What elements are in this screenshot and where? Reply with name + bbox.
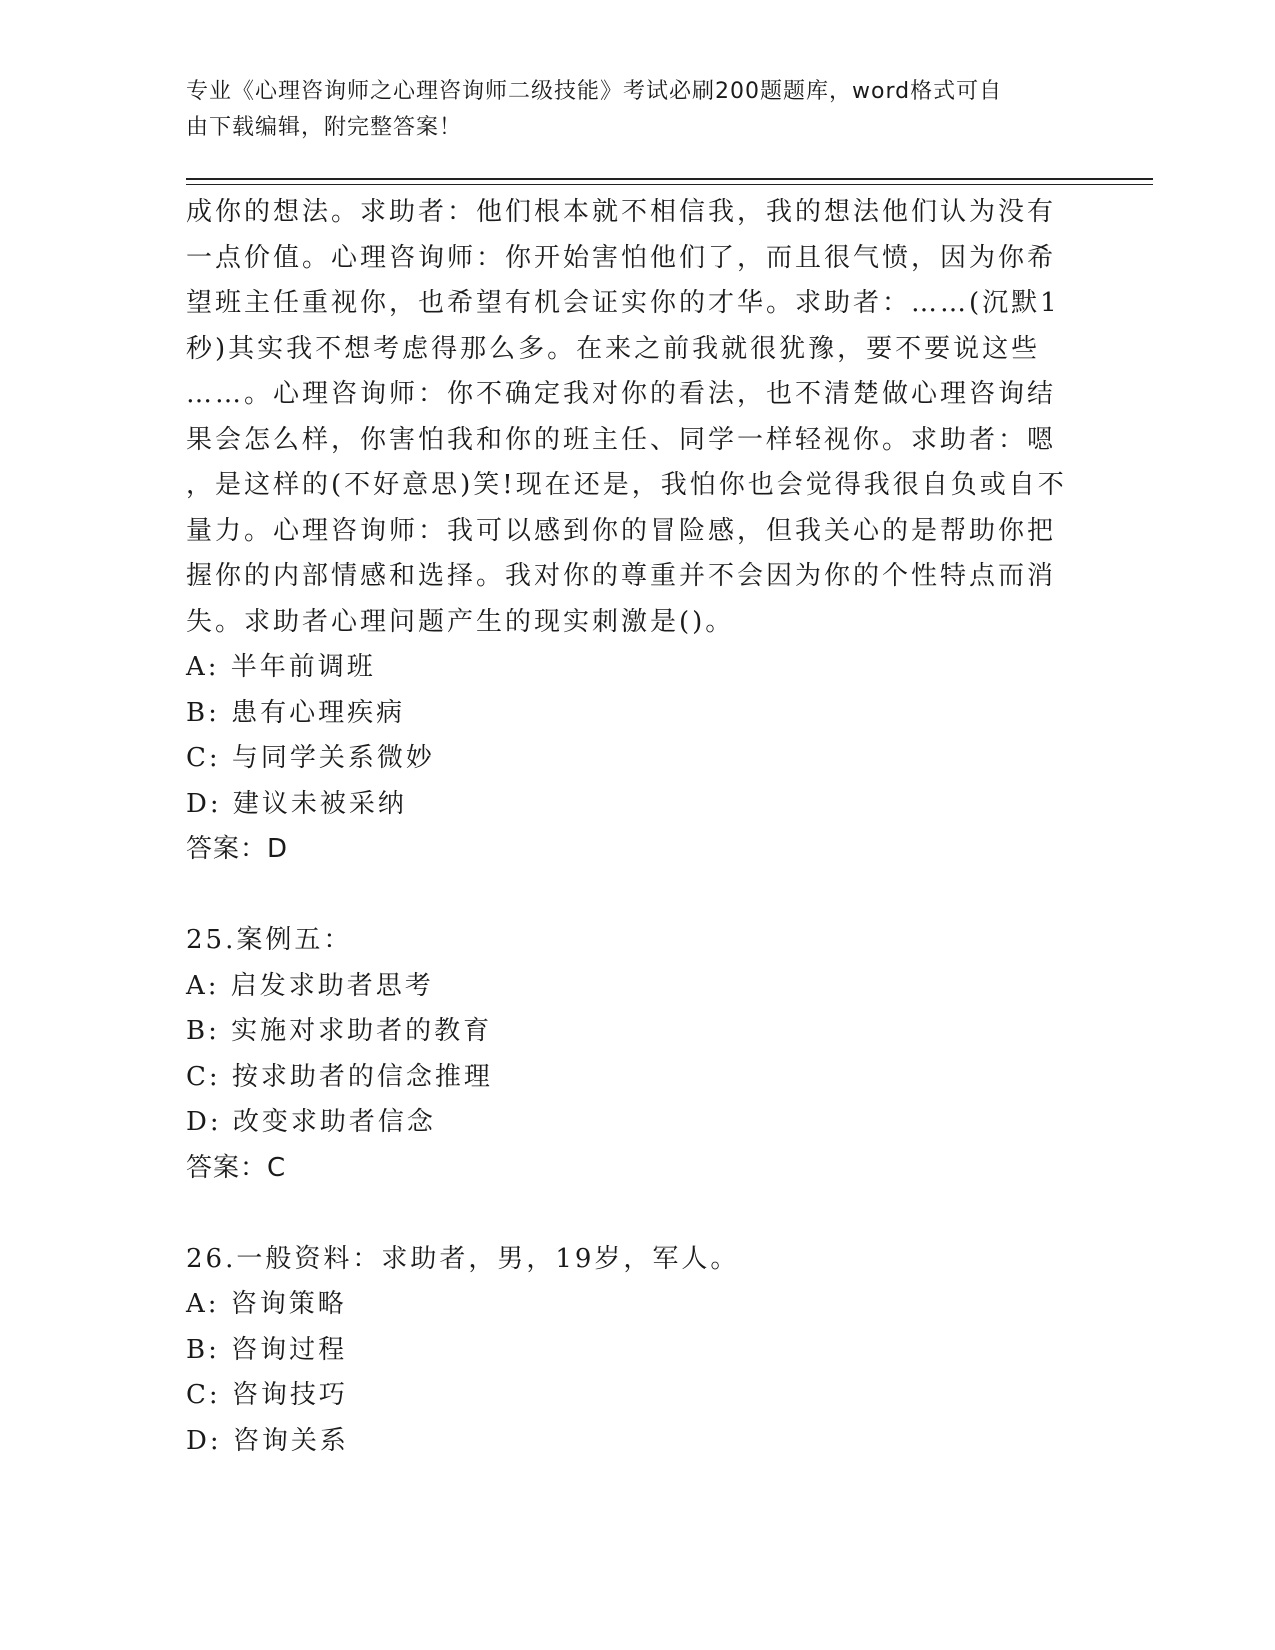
case-text-line: 秒)其实我不想考虑得那么多。在来之前我就很犹豫，要不要说这些 [186, 333, 1041, 364]
option-a: A: 半年前调班 [186, 652, 376, 682]
question-title: 26.一般资料：求助者，男，19岁，军人。 [186, 1243, 740, 1274]
option-c: C: 按求助者的信念推理 [186, 1061, 493, 1092]
page-header [186, 74, 1066, 146]
option-b: B: 患有心理疾病 [186, 697, 406, 728]
question-26 [186, 1237, 1086, 1465]
case-text-line: 一点价值。心理咨询师：你开始害怕他们了，而且很气愤，因为你希 [186, 242, 1057, 273]
option-a: A: 启发求助者思考 [186, 970, 434, 1001]
header-title-line-1: 专业《心理咨询师之心理咨询师二级技能》考试必刷200题题库，word格式可自 [186, 79, 1003, 104]
header-title-line-2: 由下载编辑，附完整答案！ [186, 115, 463, 140]
spacer [186, 1191, 1086, 1237]
question-title: 25.案例五： [186, 925, 353, 955]
case-text-line: 望班主任重视你，也希望有机会证实你的才华。求助者：……(沉默1 [186, 288, 1060, 318]
answer-line: 答案：D [186, 834, 289, 864]
option-a: A: 咨询策略 [186, 1289, 347, 1319]
case-text-line: 量力。心理咨询师：我可以感到你的冒险感，但我关心的是帮助你把 [186, 515, 1057, 546]
header-divider-thin [186, 184, 1153, 185]
option-c: C: 咨询技巧 [186, 1380, 348, 1410]
question-25 [186, 918, 1086, 1191]
option-b: B: 咨询过程 [186, 1334, 348, 1365]
case-text-line: 失。求助者心理问题产生的现实刺激是()。 [186, 606, 735, 637]
case-text-line: 成你的想法。求助者：他们根本就不相信我，我的想法他们认为没有 [186, 197, 1057, 227]
option-c: C: 与同学关系微妙 [186, 743, 435, 773]
option-d: D: 咨询关系 [186, 1425, 349, 1456]
document-body [186, 190, 1086, 1464]
case-text-line: ……。心理咨询师：你不确定我对你的看法，也不清楚做心理咨询结 [186, 379, 1057, 409]
option-d: D: 建议未被采纳 [186, 788, 407, 819]
spacer [186, 873, 1086, 919]
case-text-line: ，是这样的(不好意思)笑!现在还是，我怕你也会觉得我很自负或自不 [186, 470, 1067, 500]
question-24-continuation [186, 190, 1086, 873]
option-d: D: 改变求助者信念 [186, 1107, 436, 1137]
header-divider-thick [186, 178, 1153, 180]
case-text-line: 握你的内部情感和选择。我对你的尊重并不会因为你的个性特点而消 [186, 561, 1057, 591]
option-b: B: 实施对求助者的教育 [186, 1016, 493, 1046]
case-text-line: 果会怎么样，你害怕我和你的班主任、同学一样轻视你。求助者：嗯 [186, 424, 1057, 455]
answer-line: 答案：C [186, 1152, 287, 1183]
